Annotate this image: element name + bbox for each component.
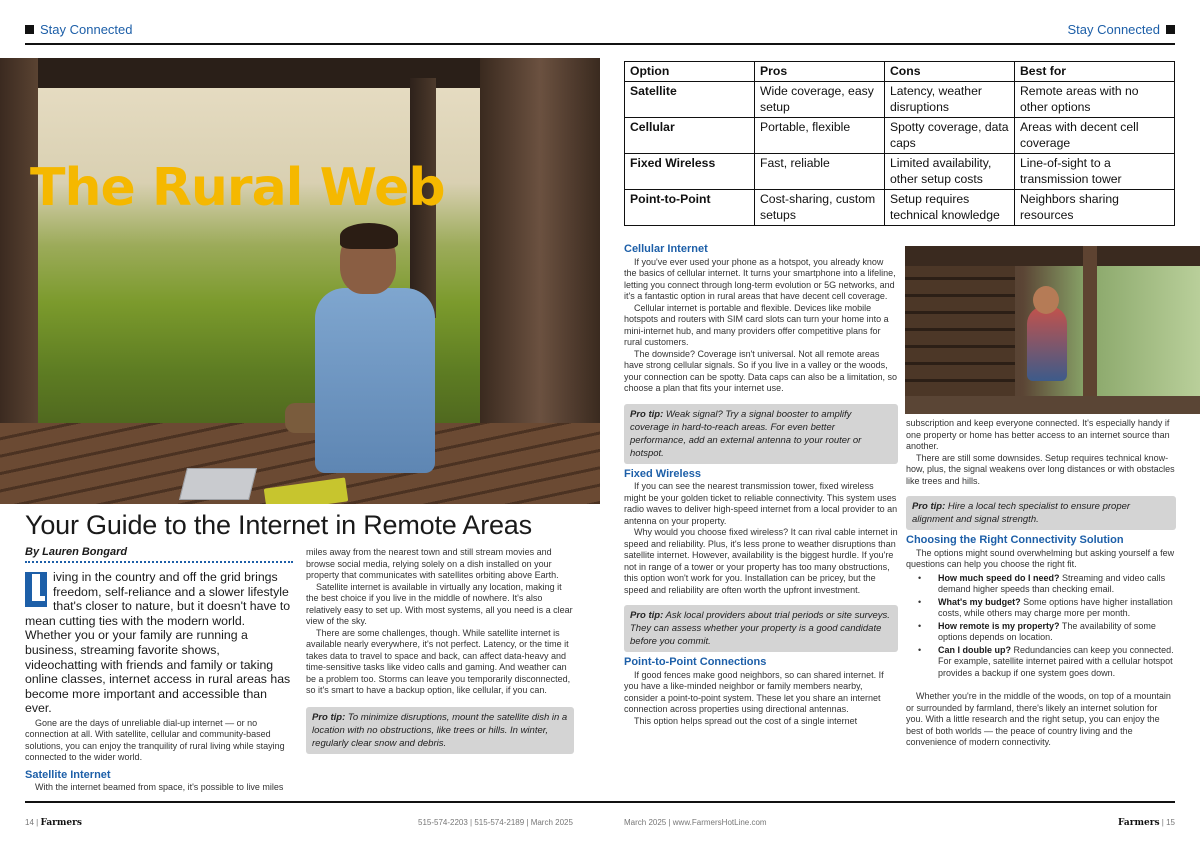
footer-left-info: 515-574-2203 | 515-574-2189 | March 2025: [418, 818, 573, 827]
log-wall: [905, 246, 1015, 414]
porch-post: [1083, 246, 1097, 414]
column-header: Option: [625, 62, 755, 82]
pro-tip-box: [624, 404, 898, 464]
page-number: 15: [1166, 818, 1175, 827]
dotted-divider: [25, 561, 293, 563]
table-row: [625, 118, 1175, 154]
pro-tip-label: Pro tip:: [630, 610, 664, 621]
footer-right: Farmers | 15: [1118, 818, 1175, 828]
pro-tip-box: [906, 496, 1176, 530]
paragraph: Whether you're in the middle of the woods, on top of a mountain or surrounded by farmland, there's likely an internet solution for you. With a little research and the right setup, you can enjoy the best of both worlds — the peace of country living and the convenience of modern connectivity.: [906, 691, 1171, 747]
page-title: The Rural Web: [30, 158, 445, 218]
paragraph: miles away from the nearest town and still stream movies and browse social media, relying solely on a dish installed on your property that communicates with satellites orbiting above Earth.: [306, 547, 559, 580]
brand-logo: Farmers: [40, 818, 82, 828]
square-bullet-icon: [1166, 25, 1175, 34]
pro-tip-label: Pro tip:: [312, 711, 346, 723]
column-4: [906, 418, 1176, 749]
list-item: • How much speed do I need? Streaming and video calls demand higher speeds than checking email.: [906, 573, 1176, 596]
pro-tip-label: Pro tip:: [912, 501, 946, 512]
running-header-right: [1067, 22, 1175, 37]
section-heading: Satellite Internet: [25, 768, 111, 781]
paragraph: This option helps spread out the cost of a single internet: [634, 715, 858, 726]
pro-tip-text: Ask local providers about trial periods or site surveys. They can assess whether your property is a good candidate before you commit.: [630, 610, 890, 647]
man-figure: [340, 223, 398, 249]
section-label: Stay Connected: [1067, 22, 1160, 37]
column-header: Best for: [1015, 62, 1175, 82]
pro-tip-label: Pro tip:: [630, 408, 664, 420]
table-cell: Neighbors sharing resources: [1015, 190, 1175, 226]
table-row: [625, 190, 1175, 226]
table-cell: Areas with decent cell coverage: [1015, 118, 1175, 154]
table-cell: Latency, weather disruptions: [885, 82, 1015, 118]
section-heading: Point-to-Point Connections: [624, 656, 767, 668]
porch-floor: [905, 396, 1200, 414]
paragraph: If you can see the nearest transmission tower, fixed wireless might be your golden ticket to reliable connectivity. This system uses radio waves to deliver high-speed internet from a local provider to an antenna on your property.: [624, 481, 898, 526]
pro-tip-text: Hire a local tech specialist to ensure proper alignment and signal strength.: [912, 501, 1131, 525]
pro-tip-text: To minimize disruptions, mount the satellite dish in a location with no obstructions, like trees or hills. In winter, regularly clear snow and debris.: [312, 711, 568, 749]
dropcap-l-icon: [25, 572, 47, 607]
table-cell: Fast, reliable: [755, 154, 885, 190]
paragraph: There are some challenges, though. While satellite internet is available nearly everywhere, it's not perfect. Latency, or the time it takes data to travel to space and back, can affect data-heavy and time-sensitive tasks like video calls and gaming. And weather can be a problem too. Storms can leave you temporarily disconnected, so it's smart to have a backup option, like cellular, if you can.: [306, 627, 571, 695]
laptop-icon: [179, 468, 257, 500]
paragraph: Gone are the days of unreliable dial-up internet — or no connection at all. With satellite, cellular and community-based solutions, you can enjoy the tranquility of rural living while staying connected to the wider world.: [25, 717, 285, 763]
porch-roof: [905, 246, 1200, 266]
footer-rule: [25, 801, 1175, 803]
pro-tip-box: [306, 707, 574, 754]
list-item: • How remote is my property? The availability of some options depends on location.: [906, 621, 1176, 644]
man-figure: [315, 288, 435, 473]
page-number: 14: [25, 818, 34, 827]
square-bullet-icon: [25, 25, 34, 34]
list-item: • What's my budget? Some options have higher installation costs, while others may charge more per month.: [906, 597, 1176, 620]
table-cell: Spotty coverage, data caps: [885, 118, 1015, 154]
paragraph: Cellular internet is portable and flexible. Devices like mobile hotspots and routers with SIM card slots can turn your home into a mini-internet hub, and many providers offer competitive plans for rural customers.: [624, 302, 889, 347]
paragraph: The options might sound overwhelming but asking yourself a few questions can help you choose the right fit.: [906, 547, 1175, 569]
paragraph: The downside? Coverage isn't universal. Not all remote areas have strong cellular signals. So if you live in a valley or the woods, your connection can be spotty. Data caps can also be a limitation, so choose a plan that fits your internet use.: [624, 348, 897, 393]
header-rule: [25, 43, 1175, 45]
table-cell: Cellular: [625, 118, 755, 154]
table-cell: Cost-sharing, custom setups: [755, 190, 885, 226]
paragraph: Why would you choose fixed wireless? It can rival cable internet in speed and reliability. Plus, it's less prone to weather disruptions than satellite internet. However, availability is the biggest hurdle. If you're not in range of a tower or your property has too many obstructions, this option won't work for you. Installation can be pricey, but the speed and reliability are often worth the upfront investment.: [624, 527, 898, 595]
table-cell: Setup requires technical knowledge: [885, 190, 1015, 226]
running-header-left: [25, 22, 133, 37]
cabin-photo: [905, 246, 1200, 414]
paragraph: Satellite internet is available in virtually any location, making it the best choice if you live in the middle of nowhere. It's also relatively easy to set up. With most systems, all you need is a clear view of the sky.: [306, 581, 573, 626]
section-heading: Choosing the Right Connectivity Solution: [906, 534, 1124, 546]
table-cell: Point-to-Point: [625, 190, 755, 226]
porch-post: [0, 58, 38, 478]
table-cell: Wide coverage, easy setup: [755, 82, 885, 118]
paragraph: subscription and keep everyone connected. It's especially handy if one property or home has better access to an internet source than another.: [906, 418, 1170, 451]
paragraph: If good fences make good neighbors, so can shared internet. If you have a like-minded neighbor or family members nearby, consider a point-to-point system. These let you share an internet connection across properties using directional antennas.: [624, 669, 884, 714]
woman-figure: [1033, 286, 1059, 314]
brand-logo: Farmers: [1118, 818, 1160, 828]
column-3: [624, 244, 898, 727]
woman-figure: [1027, 306, 1067, 381]
pro-tip-text: Weak signal? Try a signal booster to amplify coverage in hard-to-reach areas. For even better performance, add an external antenna to your router or hotspot.: [630, 408, 862, 459]
section-heading: Cellular Internet: [624, 243, 708, 255]
list-item: • Can I double up? Redundancies can keep you connected. For example, satellite internet paired with a cellular hotspot provides a backup if one system goes down.: [906, 645, 1176, 680]
paragraph: If you've ever used your phone as a hotspot, you already know the basics of cellular internet. It turns your smartphone into a lifeline, letting you connect through long-term evolution or 5G networks, and it's a fantastic option in rural areas that have decent cell coverage.: [624, 256, 896, 301]
paragraph: With the internet beamed from space, it's possible to live miles: [35, 782, 284, 793]
hero-photo: [0, 58, 600, 504]
article-subtitle: Your Guide to the Internet in Remote Areas: [25, 510, 532, 540]
footer-left: 14 | Farmers: [25, 818, 82, 828]
byline: By Lauren Bongard: [25, 546, 128, 558]
column-1: [25, 570, 293, 794]
table-row: [625, 154, 1175, 190]
section-heading: Fixed Wireless: [624, 467, 701, 480]
table-cell: Limited availability, other setup costs: [885, 154, 1015, 190]
column-2: [306, 547, 574, 754]
table-cell: Fixed Wireless: [625, 154, 755, 190]
section-label: Stay Connected: [40, 22, 133, 37]
table-cell: Line-of-sight to a transmission tower: [1015, 154, 1175, 190]
column-header: Cons: [885, 62, 1015, 82]
pro-tip-box: [624, 605, 898, 652]
table-cell: Portable, flexible: [755, 118, 885, 154]
paragraph: There are still some downsides. Setup requires technical know-how, plus, the signal weakens over long distances or with obstacles like trees and hills.: [906, 452, 1175, 486]
question-list: [906, 573, 1176, 680]
comparison-table: [624, 61, 1175, 226]
footer-right-info: March 2025 | www.FarmersHotLine.com: [624, 818, 767, 827]
table-row: [625, 82, 1175, 118]
table-cell: Remote areas with no other options: [1015, 82, 1175, 118]
table-cell: Satellite: [625, 82, 755, 118]
table-header-row: [625, 62, 1175, 82]
column-header: Pros: [755, 62, 885, 82]
intro-paragraph: iving in the country and off the grid brings freedom, self-reliance and a slower lifestyle that's closer to nature, but it doesn't have to mean cutting ties with the modern world. Whether you or your family are running a business, streaming favorite shows, videochatting with friends and family or taking online classes, internet access in rural areas has become more important and accessible than ever.: [25, 570, 291, 716]
